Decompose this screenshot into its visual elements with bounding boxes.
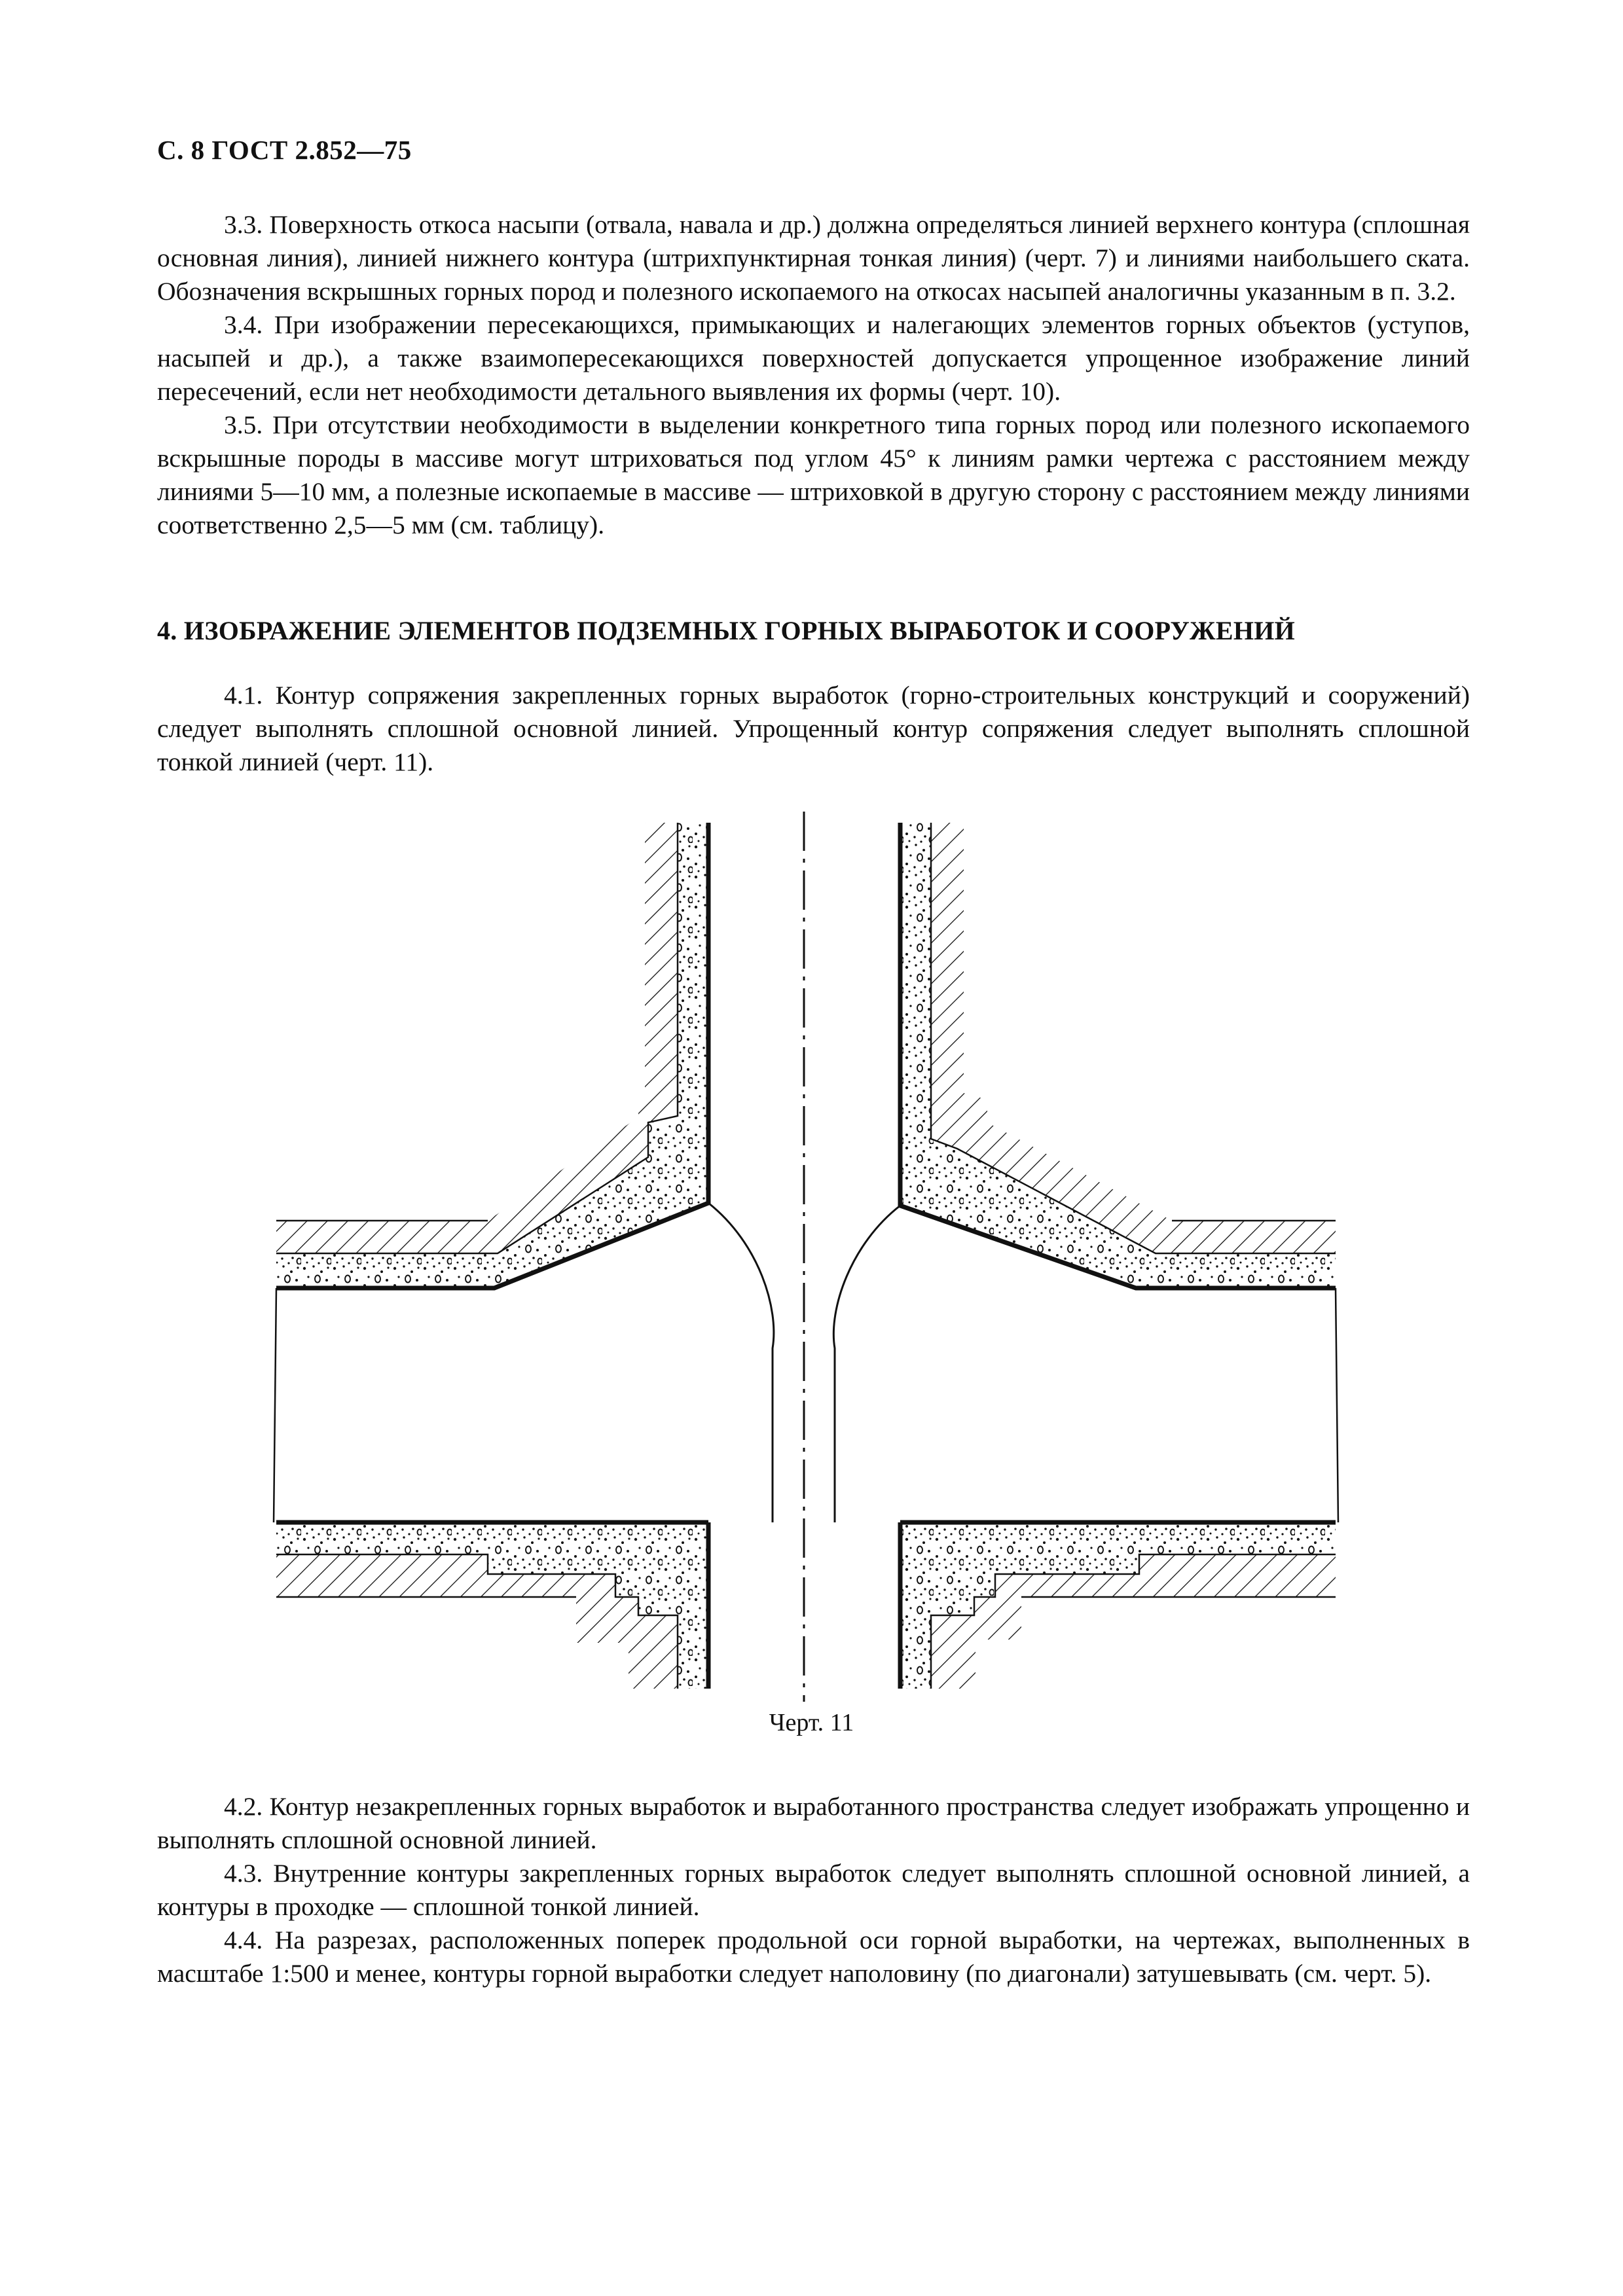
page-header: С. 8 ГОСТ 2.852—75 bbox=[157, 135, 412, 165]
paragraph-3-4: 3.4. При изображении пересекающихся, примыкающих и налегающих элементов горных объектов (уступов, насыпей и др.), а также взаимопересекающихся поверхностей допускается упрощенное изображение линий пересечений, если нет необходимости детального выявления их формы (черт. 10). bbox=[157, 310, 1470, 406]
section-4-heading: 4. ИЗОБРАЖЕНИЕ ЭЛЕМЕНТОВ ПОДЗЕМНЫХ ГОРНЫХ ВЫРАБОТОК И СООРУЖЕНИЙ bbox=[157, 616, 1296, 645]
paragraph-4-3: 4.3. Внутренние контуры закрепленных горных выработок следует выполнять сплошной основной линией, а контуры в проходке — сплошной тонкой линией. bbox=[157, 1859, 1470, 1921]
text-block-4-2-to-4-4 bbox=[157, 1790, 1470, 1990]
paragraph-4-2: 4.2. Контур незакрепленных горных выработок и выработанного пространства следует изображать упрощенно и выполнять сплошной основной линией. bbox=[157, 1792, 1470, 1854]
paragraph-4-1: 4.1. Контур сопряжения закрепленных горных выработок (горно-строительных конструкций и сооружений) следует выполнять сплошной основной линией. Упрощенный контур сопряжения следует выполнять сплошной тонкой линией (черт. 11). bbox=[157, 681, 1470, 776]
paragraph-3-5: 3.5. При отсутствии необходимости в выделении конкретного типа горных пород или полезного ископаемого вскрышные породы в массиве могут штриховаться под углом 45° к линиям рамки чертежа с расстоянием между линиями 5—10 мм, а полезные ископаемые в массиве — штриховкой в другую сторону с расстоянием между линиями соответственно 2,5—5 мм (см. таблицу). bbox=[157, 410, 1470, 539]
paragraph-4-4: 4.4. На разрезах, расположенных поперек продольной оси горной выработки, на чертежах, выполненных в масштабе 1:500 и менее, контуры горной выработки следует наполовину (по диагонали) затушевывать (см. черт. 5). bbox=[157, 1926, 1470, 1988]
paragraph-3-3: 3.3. Поверхность откоса насыпи (отвала, навала и др.) должна определяться линией верхнего контура (сплошная основная линия), линией нижнего контура (штрихпунктирная тонкая линия) (черт. 7) и линиями наибольшего ската. Обозначения вскрышных горных пород и полезного ископаемого на откосах насыпей аналогичны указанным в п. 3.2. bbox=[157, 210, 1470, 306]
text-block-4-1 bbox=[157, 679, 1470, 779]
text-block-section-3 bbox=[157, 208, 1470, 542]
mine-junction-drawing bbox=[265, 798, 1365, 1702]
figure-caption: Черт. 11 bbox=[769, 1709, 854, 1736]
